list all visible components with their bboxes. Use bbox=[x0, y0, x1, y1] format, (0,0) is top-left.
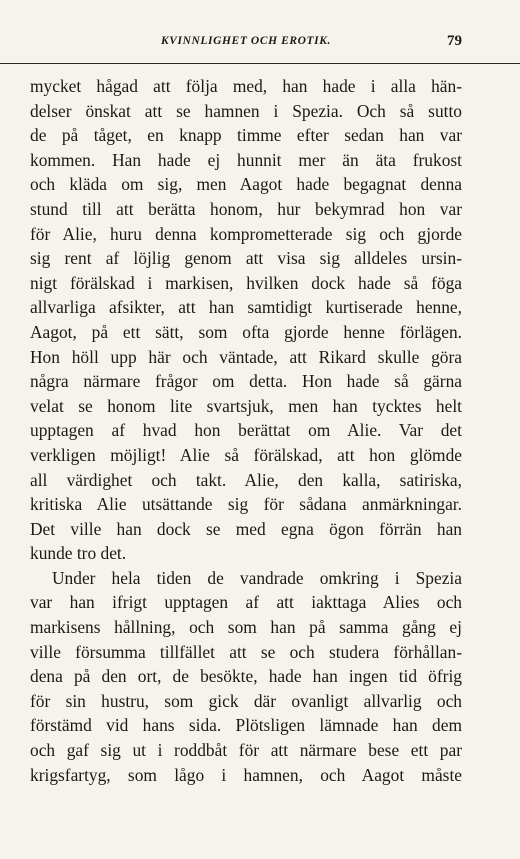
text-line: velat se honom lite svartsjuk, men han tycktes helt bbox=[30, 395, 462, 416]
text-line: Aagot, på ett sätt, som ofta gjorde henne förlägen. bbox=[30, 321, 462, 342]
text-line: stund till att berätta honom, hur bekymrad hon var bbox=[30, 198, 462, 219]
text-line: delser önskat att se hamnen i Spezia. Och så sutto bbox=[30, 100, 462, 121]
text-line: Under hela tiden de vandrade omkring i Spezia bbox=[52, 567, 462, 588]
text-line: verkligen möjligt! Alie så förälskad, att hon glömde bbox=[30, 444, 462, 465]
text-line: all värdighet och takt. Alie, den kalla, satiriska, bbox=[30, 469, 462, 490]
text-line: och kläda om sig, men Aagot hade begagnat denna bbox=[30, 174, 462, 195]
text-line: krigsfartyg, som lågo i hamnen, och Aagot måste bbox=[30, 764, 462, 785]
text-line: Det ville han dock se med egna ögon förrän han bbox=[30, 518, 462, 539]
text-line: Hon höll upp här och väntade, att Rikard skulle göra bbox=[30, 346, 462, 367]
text-line: de på tåget, en knapp timme efter sedan han var bbox=[30, 125, 462, 146]
text-line: sig rent af löjlig genom att visa sig alldeles ursin- bbox=[30, 248, 462, 269]
running-header bbox=[30, 0, 462, 50]
text-line: var han ifrigt upptagen af att iakttaga Alies och bbox=[30, 592, 462, 613]
running-title: KVINNLIGHET OCH EROTIK. bbox=[160, 35, 332, 47]
text-line: kritiska Alie utsättande sig för sådana anmärkningar. bbox=[30, 494, 462, 515]
text-line: några närmare frågor om detta. Hon hade så gärna bbox=[30, 371, 462, 392]
text-line: mycket hågad att följa med, han hade i alla hän- bbox=[30, 76, 462, 96]
text-line: och gaf sig ut i roddbåt för att närmare bese ett par bbox=[30, 740, 462, 761]
text-line: kunde tro det. bbox=[30, 543, 127, 564]
text-line: upptagen af hvad hon berättat om Alie. Var det bbox=[30, 420, 462, 441]
body-text bbox=[30, 74, 462, 787]
text-line: dena på den ort, de besökte, hade han ingen tid öfrig bbox=[30, 666, 462, 687]
header-rule bbox=[0, 63, 520, 64]
text-line: kommen. Han hade ej hunnit mer än äta frukost bbox=[30, 149, 462, 170]
text-line: allvarliga afsikter, att han samtidigt kurtiserade henne, bbox=[30, 297, 462, 318]
text-line: markisens hållning, och som han på samma gång ej bbox=[30, 617, 462, 638]
text-line: ville försumma tillfället att se och studera förhållan- bbox=[30, 641, 462, 662]
text-line: för Alie, huru denna komprometterade sig och gjorde bbox=[30, 223, 462, 244]
text-line: för sin hustru, som gick där ovanligt allvarlig och bbox=[30, 690, 462, 711]
text-line: nigt förälskad i markisen, hvilken dock hade så föga bbox=[30, 272, 462, 293]
page-number: 79 bbox=[447, 33, 462, 49]
text-line: förstämd vid hans sida. Plötsligen lämnade han dem bbox=[30, 715, 462, 736]
